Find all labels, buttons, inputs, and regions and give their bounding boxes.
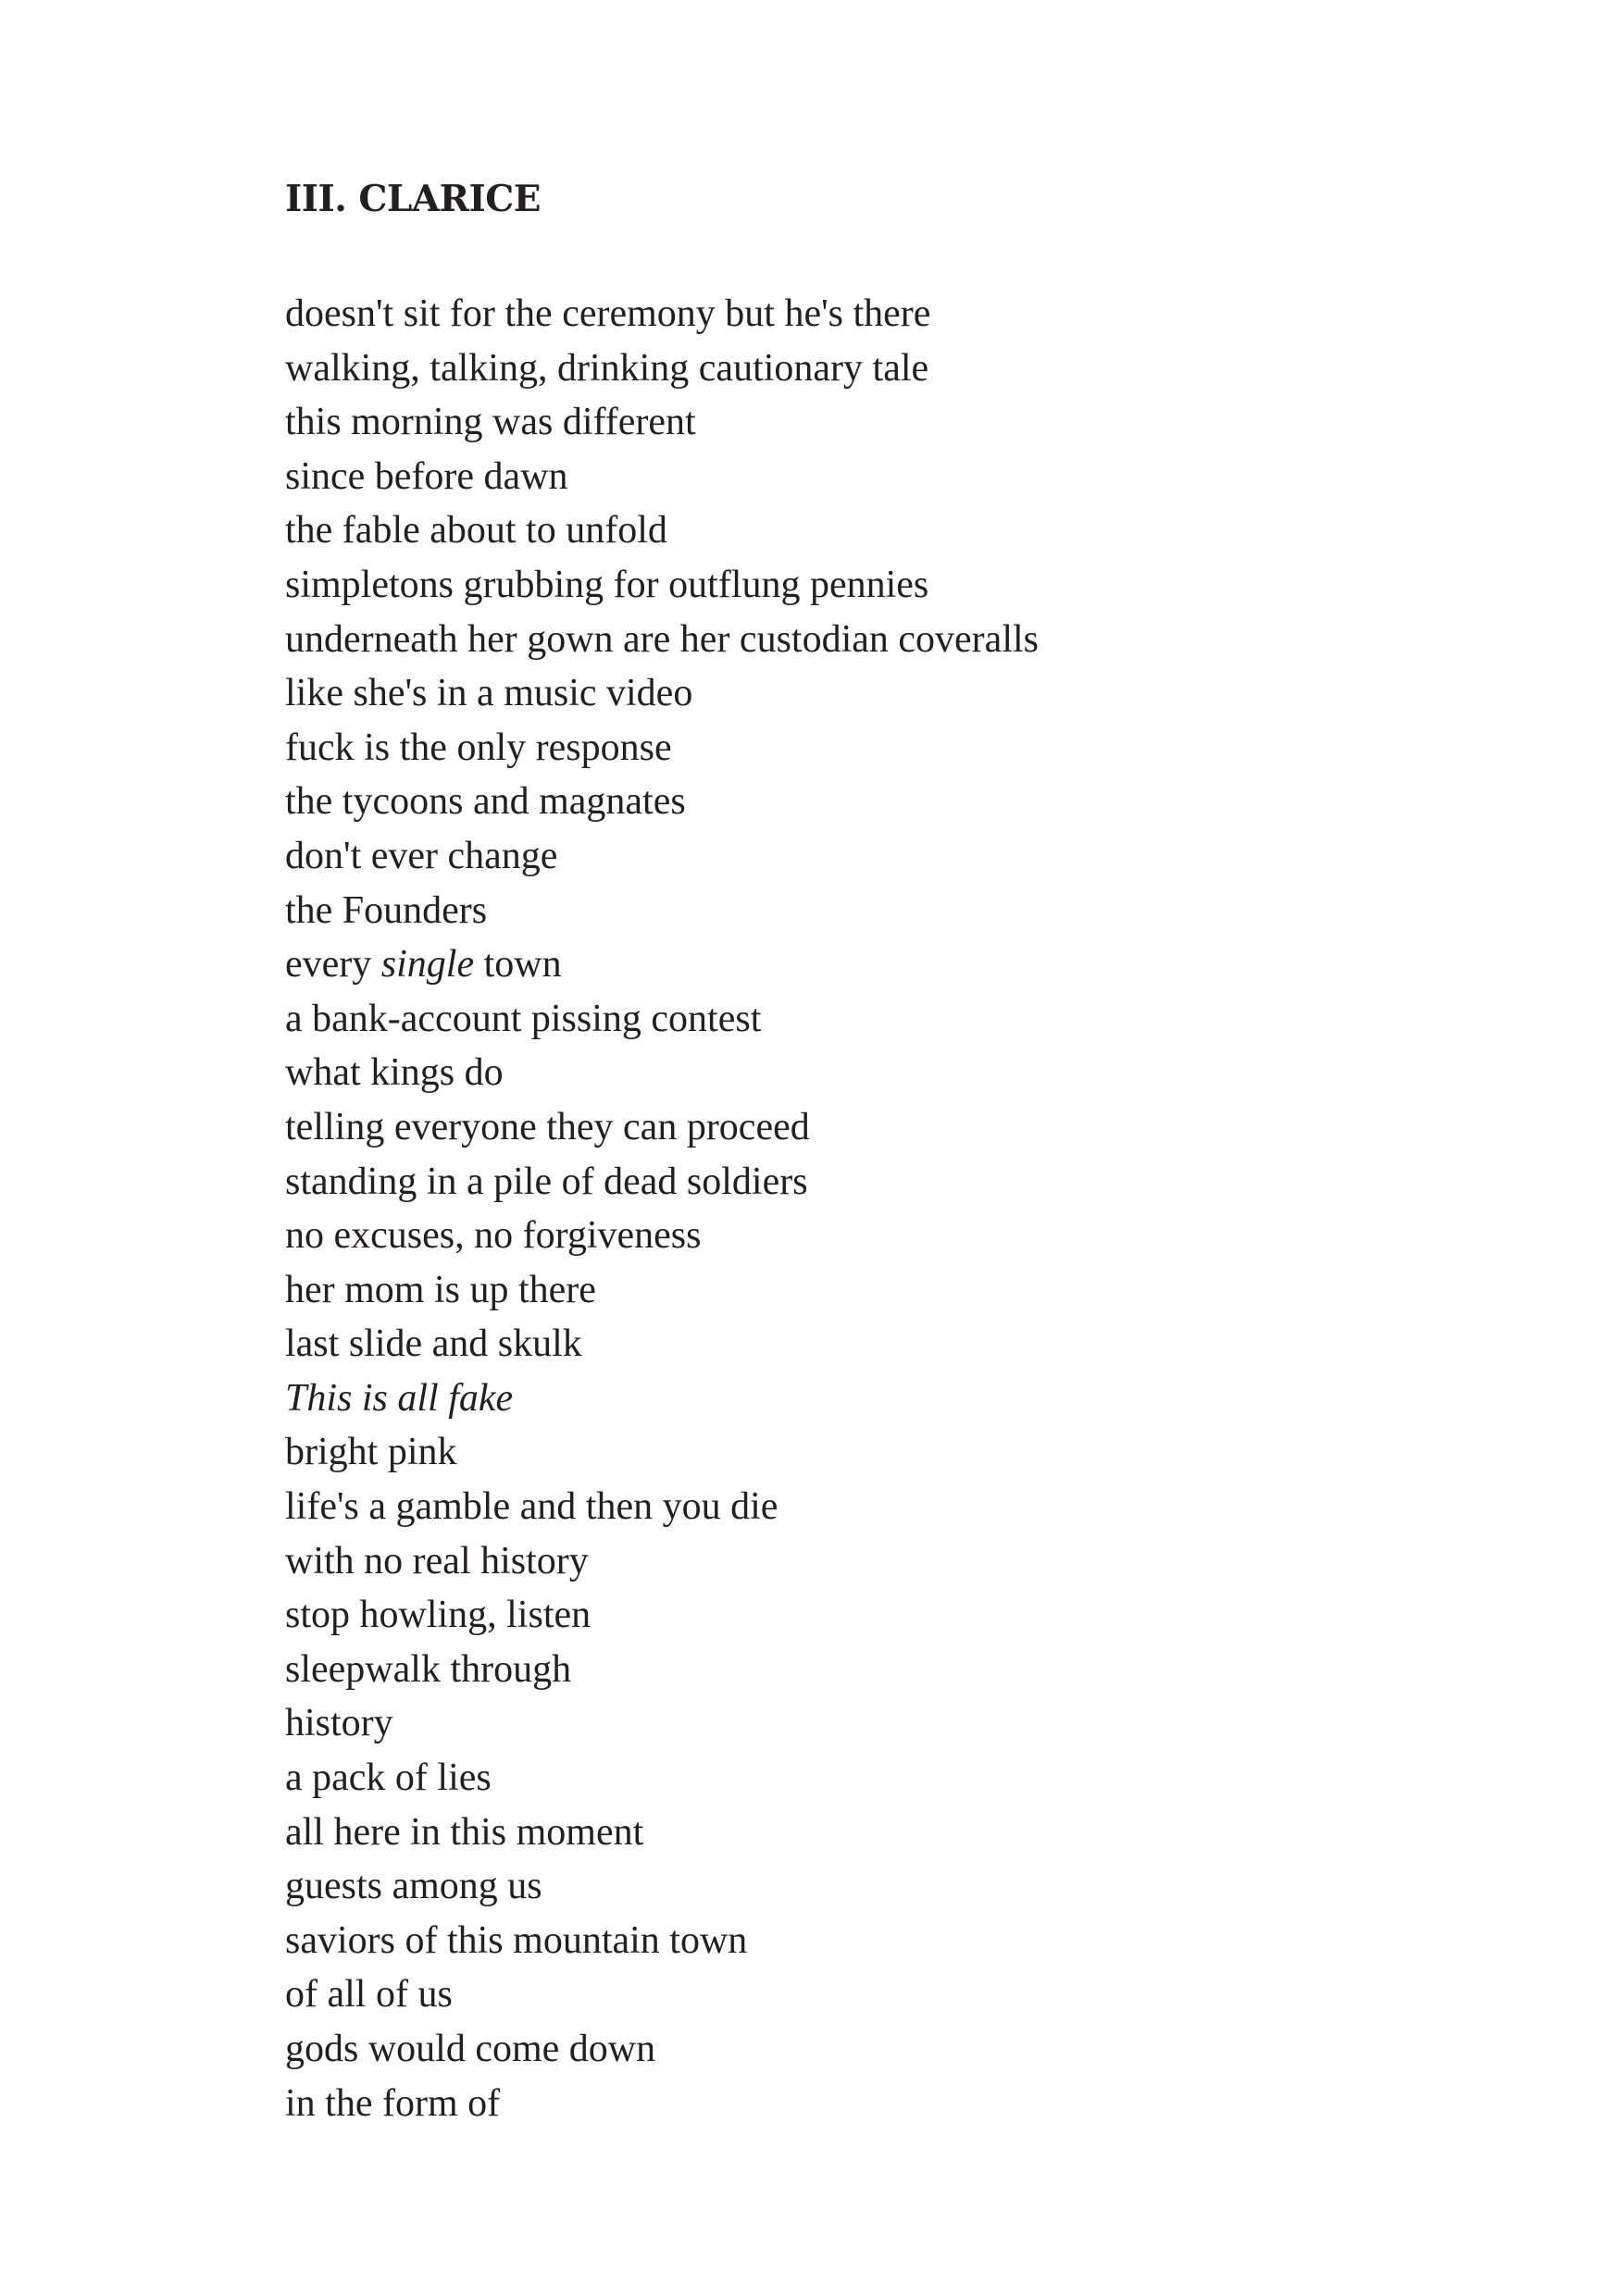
- poem-body: [285, 287, 1488, 2130]
- poem-line: no excuses, no forgiveness: [285, 1214, 702, 1258]
- poem-line: don't ever change: [285, 834, 558, 877]
- poem-line: telling everyone they can proceed: [285, 1105, 810, 1148]
- poem-line: the Founders: [285, 888, 488, 932]
- emphasized-word: single: [380, 943, 475, 987]
- poem-line: bright pink: [285, 1431, 457, 1474]
- poem-line: underneath her gown are her custodian coveralls: [285, 617, 1039, 661]
- poem-line: her mom is up there: [285, 1268, 596, 1311]
- poem-line: the fable about to unfold: [285, 509, 667, 552]
- poem-line-italic: This is all fake: [285, 1376, 514, 1420]
- poem-line: stop howling, listen: [285, 1594, 592, 1637]
- poem-line-part: town: [474, 943, 562, 987]
- poem-line: with no real history: [285, 1539, 589, 1582]
- poem-line: a bank-account pissing contest: [285, 997, 762, 1040]
- poem-line-emphasis: [285, 937, 1488, 992]
- poem-line: standing in a pile of dead soldiers: [285, 1160, 808, 1203]
- section-title: III. CLARICE: [285, 178, 542, 220]
- poem-line: last slide and skulk: [285, 1322, 582, 1366]
- poem-line: of all of us: [285, 1973, 453, 2017]
- poem-line: gods would come down: [285, 2028, 656, 2070]
- poem-line: history: [285, 1702, 393, 1745]
- poem-line: fuck is the only response: [285, 726, 672, 769]
- poem-line-part: every: [285, 943, 381, 987]
- poem-line: a pack of lies: [285, 1756, 492, 1800]
- poem-line: like she's in a music video: [285, 672, 693, 715]
- poem-line: the tycoons and magnates: [285, 780, 686, 824]
- poem-line: saviors of this mountain town: [285, 1918, 748, 1962]
- poem-line: all here in this moment: [285, 1810, 644, 1854]
- poem-line: doesn't sit for the ceremony but he's there: [285, 292, 931, 335]
- poem-line: this morning was different: [285, 401, 696, 444]
- poem-line: sleepwalk through: [285, 1647, 572, 1691]
- poem-line: what kings do: [285, 1051, 504, 1095]
- poem-line: life's a gamble and then you die: [285, 1485, 778, 1529]
- poem-line: in the form of: [285, 2081, 501, 2125]
- poem-line: simpletons grubbing for outflung pennies: [285, 563, 929, 606]
- poem-line: guests among us: [285, 1865, 542, 1908]
- poem-line: walking, talking, drinking cautionary tale: [285, 346, 929, 390]
- poem-line: since before dawn: [285, 454, 568, 498]
